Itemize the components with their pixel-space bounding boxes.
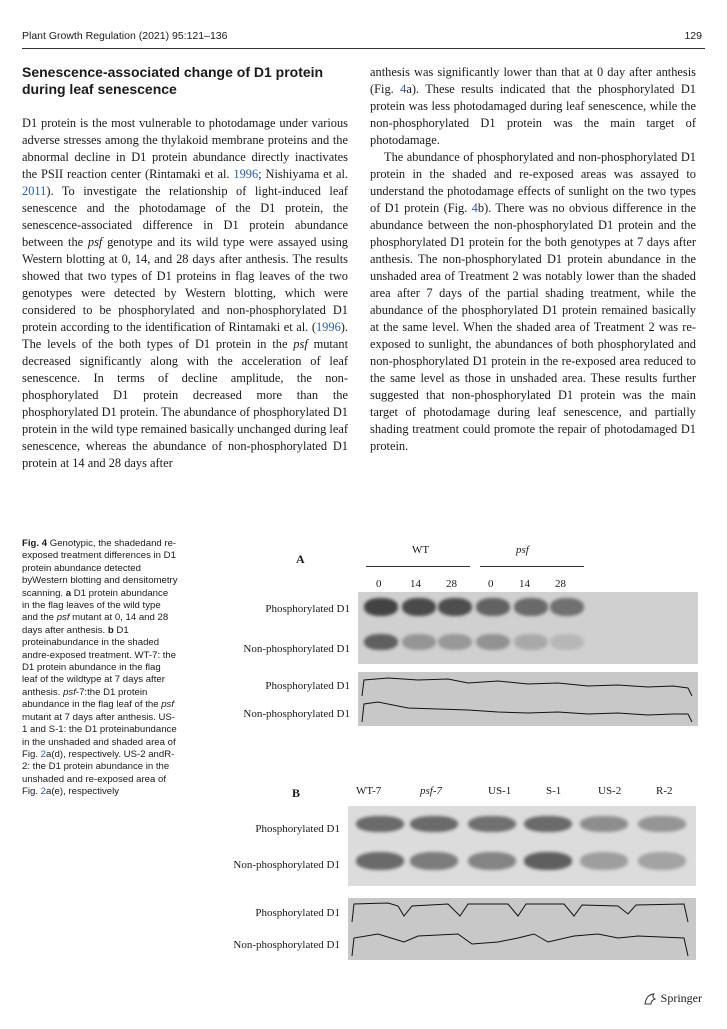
text-run: mutant at 7 days after anthesis. US-1 and S-1: the D1 proteinabundance in the unshaded and shaded area of Fig.: [22, 711, 177, 760]
blot-band-non-phosphorylated: [410, 852, 458, 870]
figure-caption: [22, 538, 178, 799]
bold-label: a: [65, 587, 72, 599]
panel-b-label: B: [292, 786, 301, 800]
section-heading: Senescence-associated change of D1 protein during leaf senescence: [22, 64, 324, 97]
body-paragraph: [22, 115, 348, 472]
blot-band-non-phosphorylated: [468, 852, 516, 870]
citation-link[interactable]: 1996: [315, 320, 341, 334]
text-run: a). These results indicated that the phosphorylated D1 protein was less photodamaged during leaf senescence, while the non-phosphorylated D1 protein was the main target of photodamage.: [370, 82, 696, 147]
day-label: 0: [488, 578, 494, 590]
publisher-name: Springer: [660, 991, 702, 1005]
group-underline-wt: [366, 566, 470, 567]
blot-band-phosphorylated: [514, 598, 548, 616]
western-blot-panel-a: [358, 592, 698, 664]
blot-band-non-phosphorylated: [580, 852, 628, 870]
italic-term: psf: [56, 612, 70, 624]
blot-band-phosphorylated: [438, 598, 472, 616]
blot-band-phosphorylated: [524, 816, 572, 832]
row-label-phosphorylated: Phosphorylated D1: [265, 603, 350, 615]
text-run: mutant decreased significantly along with the acceleration of leaf senescence. In terms of decline amplitude, the non-phosphorylated D1 protein decreased more than the phosphorylated D1 protein. The abundance of phosphorylated D1 protein in the wild type remained basically unchanged during leaf senescence, whereas the abundance of non-phosphorylated D1 protein at 14 and 28 days after: [22, 337, 349, 470]
blot-band-phosphorylated: [476, 598, 510, 616]
text-run: D1 protein is the most vulnerable to photodamage under various adverse stresses among the thylakoid membrane proteins and the abnormal decline in D1 protein abundance directly inactivates the PSII reaction center (Rintamaki et al.: [22, 116, 348, 181]
citation-link[interactable]: 4: [471, 201, 478, 215]
text-run: ). To investigate the relationship of light-induced leaf senescence and the photodamage of the D1 protein, the senescence-associated difference in D1 protein abundance between the: [22, 184, 348, 249]
blot-band-phosphorylated: [638, 816, 686, 832]
text-run: a(e), respectively: [46, 786, 120, 798]
row-label-phosphorylated: Phosphorylated D1: [255, 907, 340, 919]
text-run: -7:the D1 protein abundance in the flag leaf of the: [22, 686, 162, 711]
day-label: 14: [410, 578, 421, 590]
text-run: genotype and its wild type were assayed using Western blotting at 0, 14, and 28 days after anthesis. The results showed that two types of D1 proteins in flag leaves of the two genotypes were detected by Western blotting, which were considered to be phosphorylated and non-phosphorylated D1 protein according to the identification of Rintamaki et al. (: [22, 235, 348, 334]
right-column: [370, 64, 696, 455]
italic-term: psf: [293, 337, 308, 351]
densitometry-panel-b: [348, 898, 696, 960]
text-run: anthesis was significantly lower than that at 0 day after anthesis (Fig.: [370, 65, 696, 96]
bold-label: b: [107, 624, 114, 636]
text-run: D1 proteinabundance in the shaded andre-exposed treatment. WT-7: the D1 protein abundance in the flag leaf of the wildtype at 7 days after anthesis.: [22, 624, 177, 698]
day-label: 28: [555, 578, 566, 590]
springer-horse-icon: [643, 992, 657, 1006]
densitometry-panel-a: [358, 672, 698, 726]
blot-band-phosphorylated: [364, 598, 398, 616]
group-label-wt: WT: [412, 544, 430, 556]
blot-band-non-phosphorylated: [356, 852, 404, 870]
citation-link[interactable]: 1996: [233, 167, 259, 181]
text-run: D1 protein abundance in the flag leaves of the wild type and the: [22, 587, 169, 624]
citation-link[interactable]: 4: [400, 82, 407, 96]
blot-band-non-phosphorylated: [402, 634, 436, 650]
lane-label: R-2: [656, 785, 673, 797]
blot-band-phosphorylated: [356, 816, 404, 832]
text-run: a(d), respectively. US-2 andR-2: the D1 protein abundance in the unshaded and re-exposed area of Fig.: [22, 748, 175, 798]
lane-label: S-1: [546, 785, 562, 797]
panel-a-label: A: [296, 552, 305, 566]
figure-4: [198, 536, 708, 966]
blot-band-non-phosphorylated: [550, 634, 584, 650]
citation-link[interactable]: 2: [40, 748, 47, 760]
day-label: 14: [519, 578, 530, 590]
publisher-logo: [643, 991, 702, 1006]
text-run: b). There was no obvious difference in the abundance between the non-phosphorylated D1 protein and the phosphorylated D1 protein for the both genotypes at 7 days after anthesis. The non-phosphorylated D1 protein abundance in the unshaded area of Treatment 2 was notably lower than the shaded area after 7 days of the partial shading treatment, while the abundance of the phosphorylated D1 protein remained basically at the same level. When the shaded area of Treatment 2 was re-exposed to sunlight, the abundances of both phosphorylated and non-phosphorylated D1 protein in the re-exposed area reduced to the same level as those in unshaded area. These results further suggested that non-phosphorylated D1 protein was the main target of photodamage during leaf senescence, and partially shading treatment could promote the repair of photodamaged D1 protein.: [370, 201, 696, 453]
blot-band-phosphorylated: [402, 598, 436, 616]
blot-band-non-phosphorylated: [514, 634, 548, 650]
text-run: ; Nishiyama et al.: [258, 167, 348, 181]
densitometry-trace-non-phosphorylated: [362, 702, 692, 722]
row-label-non-phosphorylated: Non-phosphorylated D1: [243, 643, 350, 655]
blot-band-non-phosphorylated: [438, 634, 472, 650]
blot-band-phosphorylated: [468, 816, 516, 832]
densitometry-trace-phosphorylated: [362, 678, 692, 696]
text-run: The abundance of phosphorylated and non-phosphorylated D1 protein in the shaded and re-exposed areas was assayed to understand the photodamage effects of sunlight on the two types of D1 protein (Fig.: [370, 150, 696, 215]
row-label-non-phosphorylated: Non-phosphorylated D1: [233, 939, 340, 951]
blot-band-non-phosphorylated: [476, 634, 510, 650]
journal-header: Plant Growth Regulation (2021) 95:121–136: [22, 30, 228, 42]
group-label-psf: psf: [516, 544, 529, 556]
densitometry-trace-non-phosphorylated: [352, 934, 688, 956]
lane-label: WT-7: [356, 785, 382, 797]
page-number: 129: [684, 30, 702, 42]
day-label: 28: [446, 578, 457, 590]
left-column: [22, 115, 348, 472]
body-paragraph: [370, 64, 696, 149]
day-label: 0: [376, 578, 382, 590]
text-run: ). The levels of the both types of D1 protein in the: [22, 320, 348, 351]
lane-label: US-1: [488, 785, 512, 797]
citation-link[interactable]: 2: [40, 786, 47, 798]
blot-band-phosphorylated: [580, 816, 628, 832]
lane-label: psf-7: [420, 785, 442, 797]
italic-term: psf: [87, 235, 103, 249]
italic-term: psf: [161, 699, 175, 711]
bold-label: Fig. 4: [22, 538, 48, 549]
group-underline-psf: [480, 566, 584, 567]
row-label-phosphorylated: Phosphorylated D1: [265, 680, 350, 692]
row-label-non-phosphorylated: Non-phosphorylated D1: [243, 708, 350, 720]
blot-band-phosphorylated: [410, 816, 458, 832]
text-run: mutant at 0, 14 and 28 days after anthesis.: [22, 612, 169, 636]
blot-band-non-phosphorylated: [638, 852, 686, 870]
blot-band-phosphorylated: [550, 598, 584, 616]
italic-term: psf: [63, 686, 76, 698]
body-paragraph: [370, 149, 696, 455]
blot-band-non-phosphorylated: [364, 634, 398, 650]
western-blot-panel-b: [348, 806, 696, 886]
densitometry-trace-phosphorylated: [352, 903, 688, 922]
row-label-phosphorylated: Phosphorylated D1: [255, 823, 340, 835]
lane-label: US-2: [598, 785, 622, 797]
header-rule: [22, 48, 705, 49]
blot-band-non-phosphorylated: [524, 852, 572, 870]
text-run: Genotypic, the shadedand re-exposed treatment differences in D1 protein abundance detected byWestern blotting and densitometry scanning.: [22, 538, 178, 599]
row-label-non-phosphorylated: Non-phosphorylated D1: [233, 859, 340, 871]
citation-link[interactable]: 2011: [22, 184, 47, 198]
